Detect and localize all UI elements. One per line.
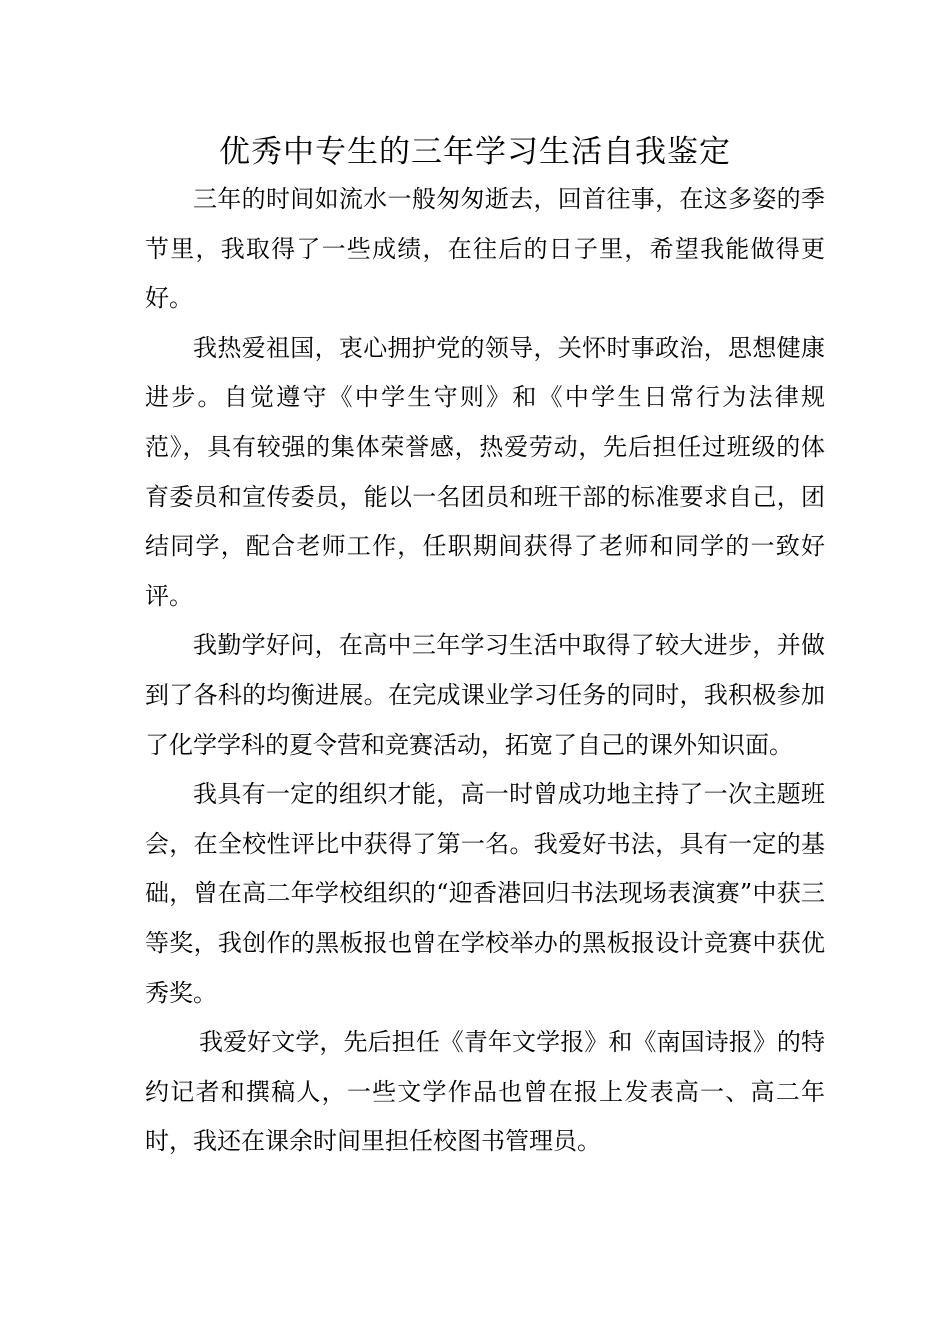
paragraph-ideology: 我热爱祖国，衷心拥护党的领导，关怀时事政治，思想健康进步。自觉遵守《中学生守则》和《中学生日常行为法律规范》，具有较强的集体荣誉感，热爱劳动，先后担任过班级的体育委员和宣传委员，能以一名团员和班干部的标准要求自己，团结同学，配合老师工作，任职期间获得了老师和同学的一致好评。 <box>145 333 825 610</box>
paragraph-intro: 三年的时间如流水一般匆匆逝去，回首往事，在这多姿的季节里，我取得了一些成绩，在往后的日子里，希望我能做得更好。 <box>145 185 825 313</box>
document-body <box>145 175 825 1167</box>
paragraph-organization: 我具有一定的组织才能，高一时曾成功地主持了一次主题班会，在全校性评比中获得了第一名。我爱好书法，具有一定的基础，曾在高二年学校组织的“迎香港回归书法现场表演赛”中获三等奖，我创作的黑板报也曾在学校举办的黑板报设计竞赛中获优秀奖。 <box>145 780 825 1007</box>
paragraph-literature: 我爱好文学，先后担任《青年文学报》和《南国诗报》的特约记者和撰稿人，一些文学作品也曾在报上发表高一、高二年时，我还在课余时间里担任校图书管理员。 <box>145 1028 825 1156</box>
document-title: 优秀中专生的三年学习生活自我鉴定 <box>219 134 731 170</box>
paragraph-study: 我勤学好问，在高中三年学习生活中取得了较大进步，并做到了各科的均衡进展。在完成课业学习任务的同时，我积极参加了化学学科的夏令营和竞赛活动，拓宽了自己的课外知识面。 <box>145 631 825 759</box>
